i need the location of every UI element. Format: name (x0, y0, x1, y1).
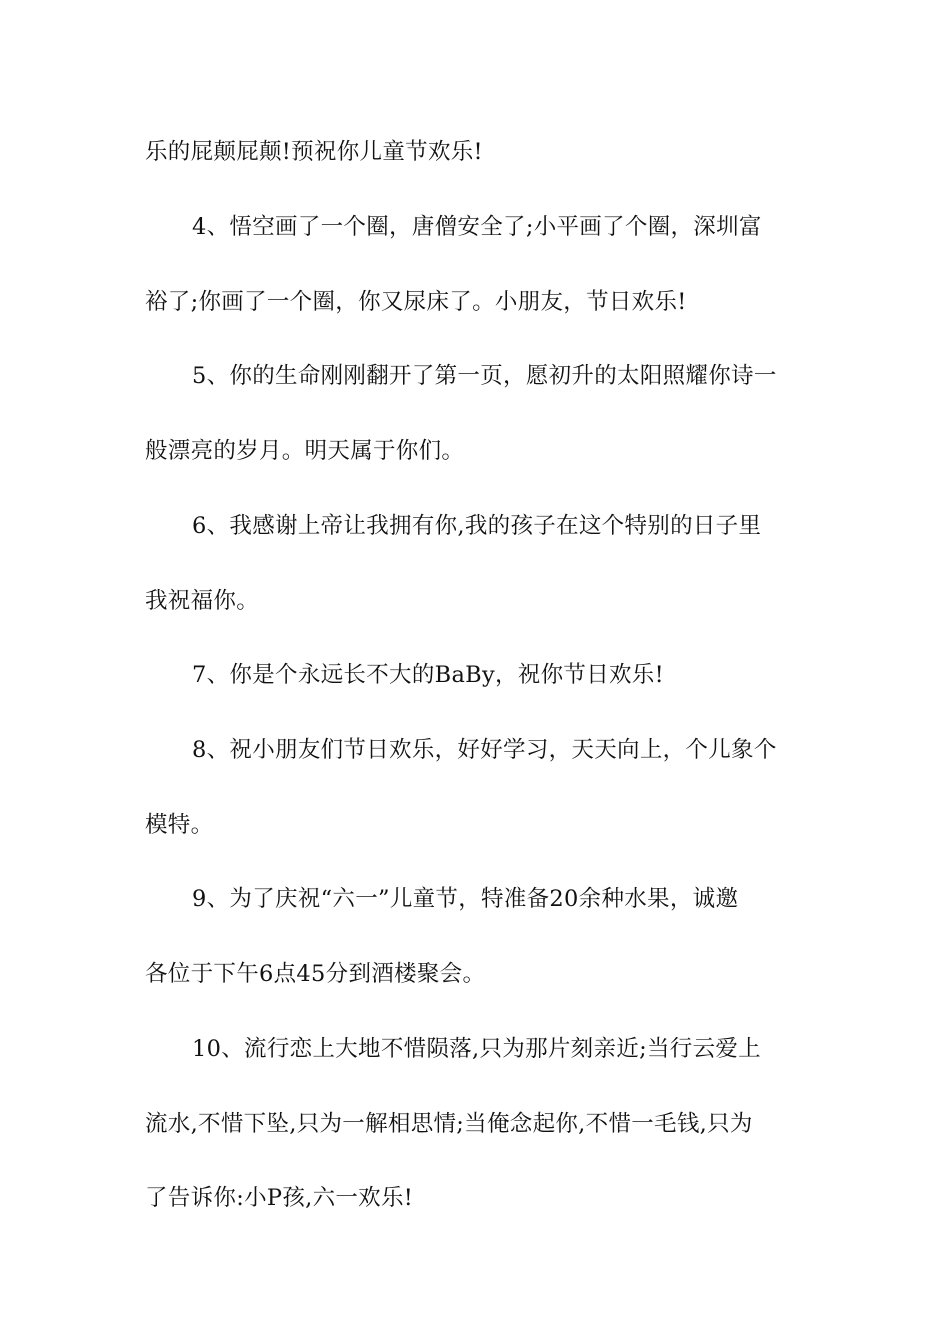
text-line: 5、你的生命刚刚翻开了第一页，愿初升的太阳照耀你诗一 (192, 363, 777, 389)
text-line: 流水,不惜下坠,只为一解相思情;当俺念起你,不惜一毛钱,只为 (145, 1111, 753, 1137)
text-line: 乐的屁颠屁颠!预祝你儿童节欢乐! (145, 139, 483, 165)
text-line: 我祝福你。 (145, 588, 260, 614)
text-line: 9、为了庆祝“六一”儿童节，特准备20余种水果，诚邀 (192, 886, 739, 912)
text-line: 4、悟空画了一个圈，唐僧安全了;小平画了个圈，深圳富 (192, 214, 762, 240)
text-line: 7、你是个永远长不大的BaBy，祝你节日欢乐! (192, 662, 664, 688)
text-line: 各位于下午6点45分到酒楼聚会。 (145, 961, 486, 987)
text-line: 模特。 (145, 812, 214, 838)
text-line: 10、流行恋上大地不惜陨落,只为那片刻亲近;当行云爱上 (192, 1036, 761, 1062)
text-line: 裕了;你画了一个圈，你又尿床了。小朋友，节日欢乐! (145, 289, 687, 315)
text-line: 6、我感谢上帝让我拥有你,我的孩子在这个特别的日子里 (192, 513, 762, 539)
text-line: 了告诉你:小P孩,六一欢乐! (145, 1185, 414, 1211)
text-line: 8、祝小朋友们节日欢乐，好好学习，天天向上，个儿象个 (192, 737, 777, 763)
text-line: 般漂亮的岁月。明天属于你们。 (145, 438, 465, 464)
